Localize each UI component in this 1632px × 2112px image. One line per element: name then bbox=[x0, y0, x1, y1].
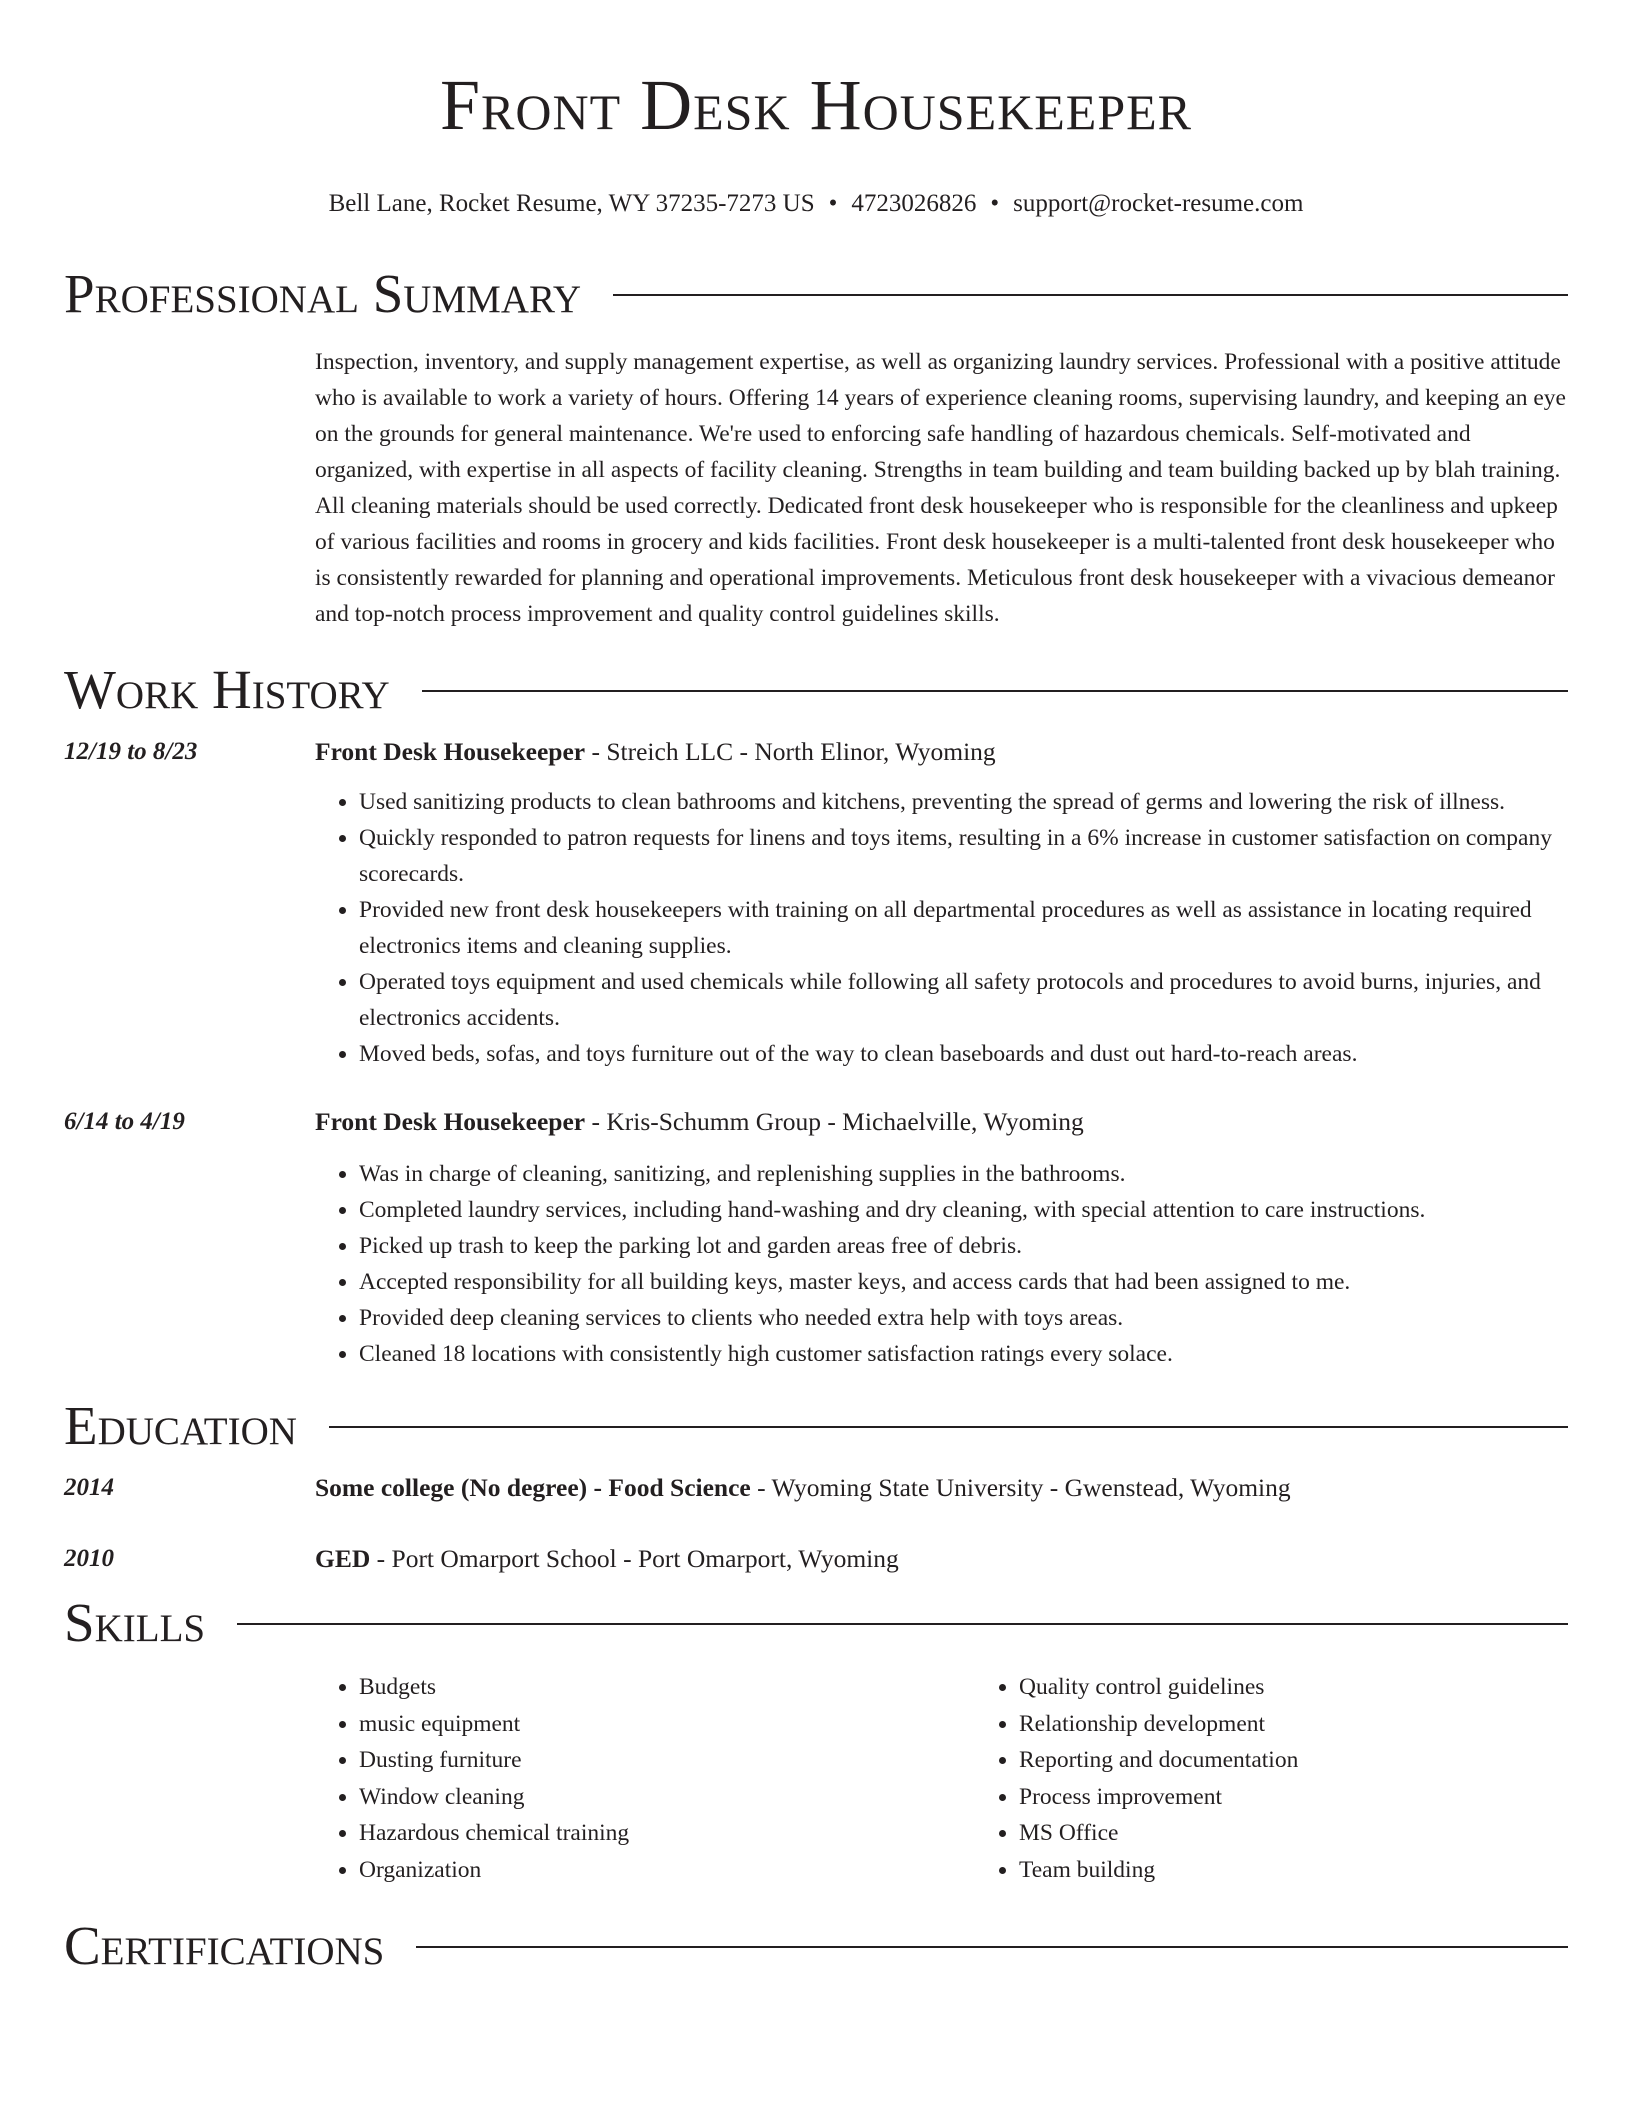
list-item: • music equipment bbox=[359, 1706, 975, 1743]
job-role: Front Desk Housekeeper bbox=[315, 737, 586, 766]
list-item: • Process improvement bbox=[1019, 1779, 1568, 1816]
section-divider bbox=[422, 690, 1568, 692]
list-item: • MS Office bbox=[1019, 1815, 1568, 1852]
certifications-section bbox=[64, 1914, 1568, 1978]
certifications-heading bbox=[64, 1914, 1568, 1978]
contact-separator: • bbox=[828, 190, 838, 217]
list-item: • Provided new front desk housekeepers with training on all departmental procedures as well as assistance in locating required electronics items and cleaning supplies. bbox=[359, 892, 1568, 964]
section-divider bbox=[237, 1623, 1568, 1625]
list-item: • Window cleaning bbox=[359, 1779, 975, 1816]
summary-heading bbox=[64, 262, 1568, 326]
summary-text: Inspection, inventory, and supply management expertise, as well as organizing laundry services. Professional with a positive attitude who is available to work a variety of hours. Offering 14 years of experience cleaning rooms, supervising laundry, and keeping an eye on the grounds for general maintenance. We're used to enforcing safe handling of hazardous chemicals. Self-motivated and organized, with expertise in all aspects of facility cleaning. Strengths in team building and team building backed up by blah training. All cleaning materials should be used correctly. Dedicated front desk housekeeper who is responsible for the cleanliness and upkeep of various facilities and rooms in grocery and kids facilities. Front desk housekeeper is a multi-talented front desk housekeeper who is consistently rewarded for planning and operational improvements. Meticulous front desk housekeeper with a vivacious demeanor and top-notch process improvement and quality control guidelines skills. bbox=[315, 349, 1566, 627]
skills-column-left bbox=[315, 1669, 975, 1888]
section-title: Skills bbox=[64, 1592, 206, 1653]
skills-grid bbox=[315, 1669, 1568, 1888]
work-history-section bbox=[64, 658, 1568, 1372]
list-item: • Cleaned 18 locations with consistently high customer satisfaction ratings every solace. bbox=[359, 1336, 1568, 1372]
job-body bbox=[315, 1104, 1568, 1372]
skills-section bbox=[64, 1591, 1568, 1888]
job-bullets bbox=[315, 784, 1568, 1072]
list-item: • Relationship development bbox=[1019, 1706, 1568, 1743]
job-entry bbox=[64, 1104, 1568, 1372]
skills-heading bbox=[64, 1591, 1568, 1655]
list-item: • Operated toys equipment and used chemicals while following all safety protocols and procedures to avoid burns, injuries, and electronics accidents. bbox=[359, 964, 1568, 1036]
education-entry bbox=[64, 1541, 1568, 1577]
education-heading bbox=[64, 1394, 1568, 1458]
education-details: - Port Omarport School - Port Omarport, Wyoming bbox=[370, 1544, 899, 1573]
work-history-heading bbox=[64, 658, 1568, 722]
education-degree: GED bbox=[315, 1544, 371, 1573]
education-body bbox=[315, 1470, 1568, 1506]
list-item: • Was in charge of cleaning, sanitizing, and replenishing supplies in the bathrooms. bbox=[359, 1156, 1568, 1192]
education-year: 2010 bbox=[64, 1545, 114, 1572]
job-bullets bbox=[315, 1156, 1568, 1372]
candidate-name: Front Desk Housekeeper bbox=[439, 65, 1193, 145]
skills-column-right bbox=[975, 1669, 1568, 1888]
list-item: • Quality control guidelines bbox=[1019, 1669, 1568, 1706]
contact-email: support@rocket-resume.com bbox=[1013, 190, 1304, 217]
list-item: • Provided deep cleaning services to clients who needed extra help with toys areas. bbox=[359, 1300, 1568, 1336]
education-section bbox=[64, 1394, 1568, 1577]
education-line bbox=[315, 1541, 1568, 1577]
list-item: • Organization bbox=[359, 1852, 975, 1889]
list-item: • Hazardous chemical training bbox=[359, 1815, 975, 1852]
contact-address: Bell Lane, Rocket Resume, WY 37235-7273 US bbox=[328, 190, 815, 217]
list-item: • Accepted responsibility for all building keys, master keys, and access cards that had been assigned to me. bbox=[359, 1264, 1568, 1300]
job-role: Front Desk Housekeeper bbox=[315, 1107, 586, 1136]
list-item: • Completed laundry services, including hand-washing and dry cleaning, with special attention to care instructions. bbox=[359, 1192, 1568, 1228]
list-item: • Quickly responded to patron requests for linens and toys items, resulting in a 6% increase in customer satisfaction on company scorecards. bbox=[359, 820, 1568, 892]
job-body bbox=[315, 734, 1568, 1072]
summary-section bbox=[64, 262, 1568, 632]
job-entry bbox=[64, 734, 1568, 1072]
contact-line bbox=[64, 188, 1568, 220]
job-title-line bbox=[315, 734, 1568, 770]
contact-separator: • bbox=[990, 190, 1000, 217]
job-title-line bbox=[315, 1104, 1568, 1140]
education-details: - Wyoming State University - Gwenstead, Wyoming bbox=[750, 1473, 1291, 1502]
list-item: • Moved beds, sofas, and toys furniture out of the way to clean baseboards and dust out hard-to-reach areas. bbox=[359, 1036, 1568, 1072]
list-item: • Budgets bbox=[359, 1669, 975, 1706]
section-title: Certifications bbox=[64, 1915, 385, 1976]
job-details: - Kris-Schumm Group - Michaelville, Wyoming bbox=[585, 1107, 1084, 1136]
job-dates: 12/19 to 8/23 bbox=[64, 738, 198, 765]
section-divider bbox=[613, 294, 1568, 296]
list-item: • Dusting furniture bbox=[359, 1742, 975, 1779]
contact-phone: 4723026826 bbox=[851, 190, 977, 217]
section-title: Professional Summary bbox=[64, 263, 582, 324]
job-dates: 6/14 to 4/19 bbox=[64, 1108, 185, 1135]
list-item: • Team building bbox=[1019, 1852, 1568, 1889]
section-divider bbox=[416, 1946, 1568, 1948]
list-item: • Picked up trash to keep the parking lot and garden areas free of debris. bbox=[359, 1228, 1568, 1264]
list-item: • Used sanitizing products to clean bathrooms and kitchens, preventing the spread of germs and lowering the risk of illness. bbox=[359, 784, 1568, 820]
section-title: Education bbox=[64, 1395, 297, 1456]
section-title: Work History bbox=[64, 659, 390, 720]
education-degree: Some college (No degree) - Food Science bbox=[315, 1473, 751, 1502]
education-entry bbox=[64, 1470, 1568, 1506]
job-details: - Streich LLC - North Elinor, Wyoming bbox=[585, 737, 996, 766]
education-year: 2014 bbox=[64, 1474, 114, 1501]
education-line bbox=[315, 1470, 1568, 1506]
section-divider bbox=[329, 1426, 1568, 1428]
list-item: • Reporting and documentation bbox=[1019, 1742, 1568, 1779]
education-body bbox=[315, 1541, 1568, 1577]
